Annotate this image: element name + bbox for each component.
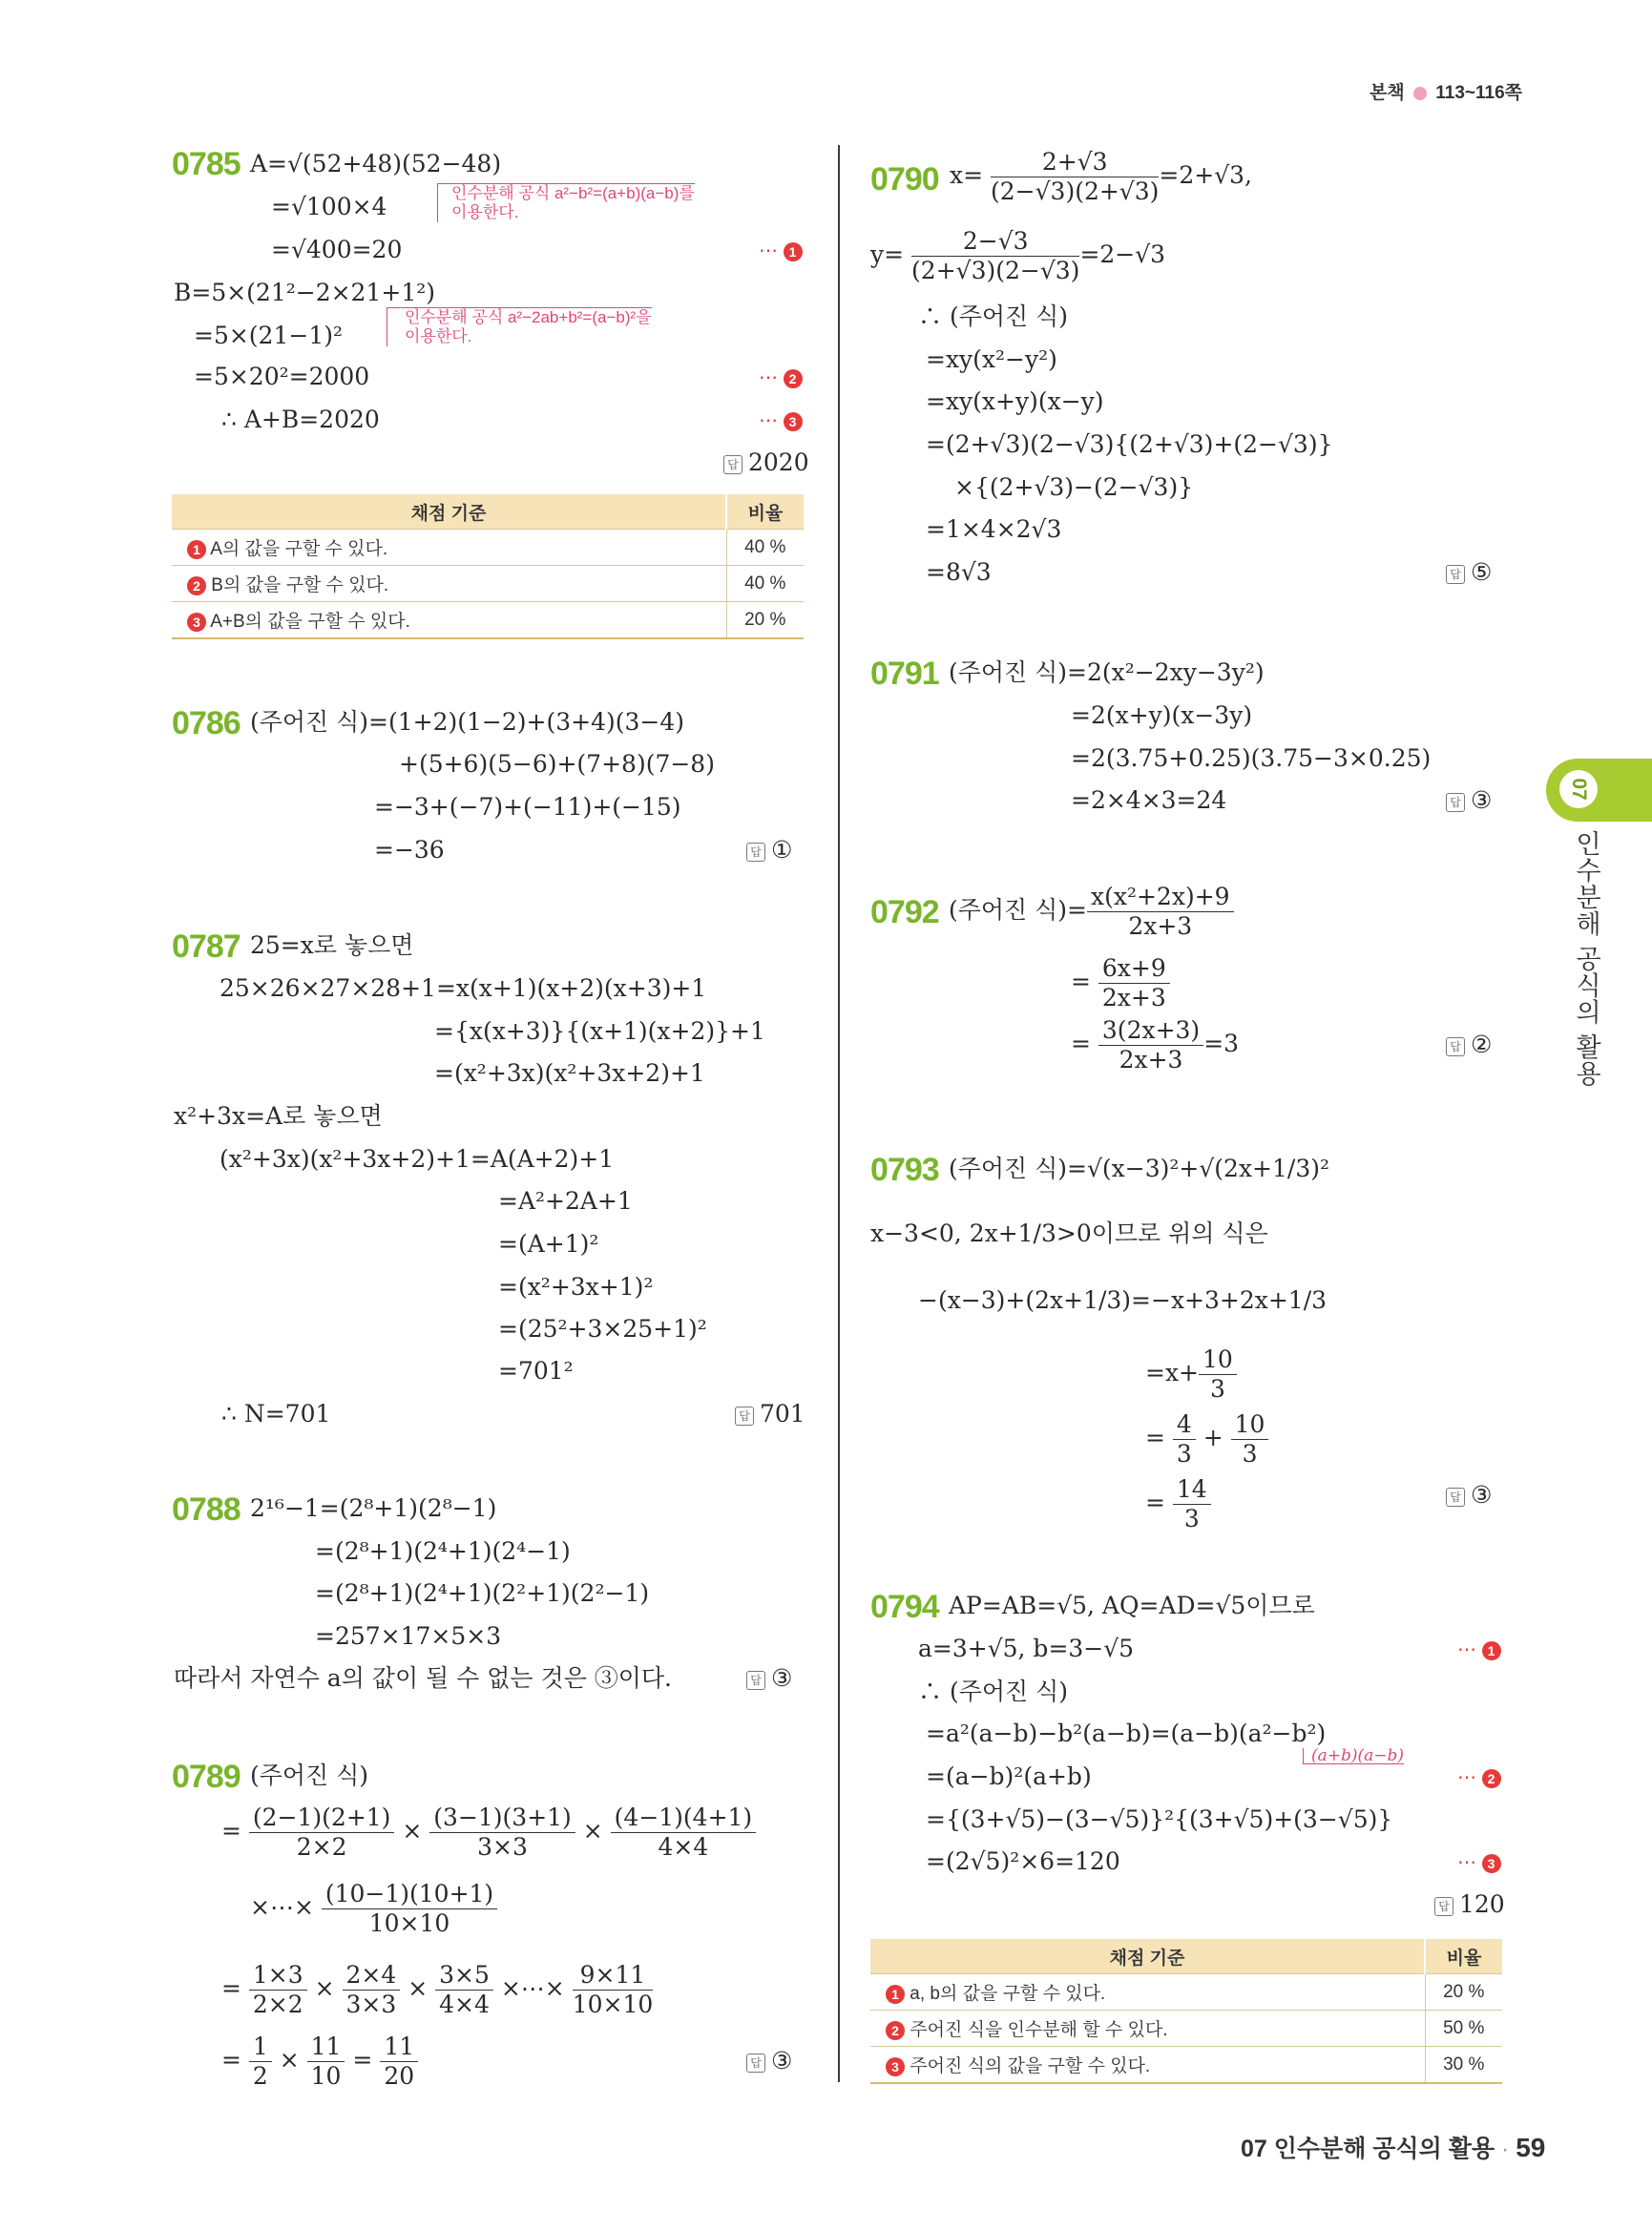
p0790-line4: =(2+√3)(2−√3){(2+√3)+(2−√3)} [926, 430, 1333, 458]
score-header-criteria: 채점 기준 [870, 1939, 1425, 1974]
p0792-row2: = $\frac{6x+9}{2x+3}$ [1071, 954, 1170, 1012]
step-1-icon: 1 [886, 1985, 905, 2004]
table-row: 1 A의 값을 구할 수 있다. 40 % [172, 530, 804, 566]
answer-icon: 답 [746, 2054, 765, 2073]
page-header [1370, 78, 1522, 104]
p0787-answer: 답 701 [735, 1400, 805, 1428]
step-1-icon: 1 [187, 540, 206, 559]
p0794-line3: ∴ (주어진 식) [918, 1678, 1069, 1705]
p0785-note1-b: 이용한다. [451, 203, 519, 221]
header-pages: 113~116쪽 [1435, 83, 1523, 103]
p0794-line7: =(2√5)²×6=120 [926, 1847, 1120, 1875]
p0787-line9: =(x²+3x+1)² [498, 1273, 654, 1301]
p0794-line2: a=3+√5, b=3−√5 [918, 1635, 1135, 1662]
problem-number-0786: 0786 [172, 705, 240, 741]
step-3-icon: 3 [886, 2057, 905, 2076]
p0794-mark1: ⋯ 1 [1457, 1637, 1501, 1661]
step-3-icon: 3 [784, 412, 803, 431]
p0787-line4: =(x²+3x)(x²+3x+2)+1 [434, 1059, 705, 1087]
footer-chapter: 07 인수분해 공식의 활용 [1241, 2136, 1495, 2162]
column-divider [838, 145, 840, 2082]
answer-icon: 답 [1446, 1037, 1465, 1056]
step-2-icon: 2 [187, 576, 206, 595]
p0785-mark3: ⋯ 3 [759, 408, 803, 432]
p0788-line2: =(2⁸+1)(2⁴+1)(2⁴−1) [315, 1537, 571, 1565]
fraction: $\frac{1}{2}$ [249, 2033, 272, 2091]
page-footer [1241, 2130, 1545, 2164]
p0787-line7: =A²+2A+1 [498, 1187, 633, 1215]
fraction: $\frac{10}{3}$ [1199, 1345, 1237, 1404]
step-3-icon: 3 [1482, 1854, 1501, 1873]
p0785-line4: B=5×(21²−2×21+1²) [174, 279, 435, 306]
chapter-side-label: 인수분해 공식의 활용 [1572, 830, 1600, 1088]
p0789-row3: = $\frac{1\times 3}{2\times 2}$ × $\frac{2\times 4}{3\times 3}$ × $\frac{3\times 5}{4\times 4}$ ×⋯× $\frac{9\times 11}{10\times 10}$ [221, 1961, 654, 2018]
p0785-score-table [172, 494, 804, 639]
p0793-line1: (주어진 식)=√(x−3)²+√(2x+1/3)² [949, 1155, 1330, 1182]
p0785-mark1: ⋯ 1 [759, 239, 803, 262]
fraction: $\frac{(10-1)(10+1)}{10\times 10}$ [322, 1880, 497, 1938]
p0794-line6: ={(3+√5)−(3−√5)}²{(3+√5)+(3−√5)} [926, 1805, 1393, 1833]
p0790-line7: =8√3 [926, 558, 992, 586]
p0786-line3: =−3+(−7)+(−11)+(−15) [374, 793, 681, 821]
fraction: $\frac{3(2x+3)}{2x+3}$ [1098, 1016, 1203, 1074]
p0785-line6: =5×20²=2000 [194, 363, 370, 390]
table-row: 1 a, b의 값을 구할 수 있다. 20 % [870, 1974, 1502, 2011]
p0790-line3: =xy(x+y)(x−y) [926, 387, 1104, 415]
p0791-line2: =2(x+y)(x−3y) [1071, 701, 1253, 729]
problem-number-0790: 0790 [870, 161, 939, 198]
p0785-line3: =√400=20 [271, 236, 403, 263]
answer-icon: 답 [746, 1671, 765, 1690]
p0792-row1: (주어진 식)= $\frac{\text{x(x²+2x)+9}}{2x+3}$ [949, 883, 1234, 941]
p0787-line12: ∴ N=701 [221, 1400, 331, 1428]
table-row: 2 주어진 식을 인수분해 할 수 있다. 50 % [870, 2011, 1502, 2047]
p0787-line3: ={x(x+3)}{(x+1)(x+2)}+1 [434, 1017, 765, 1045]
p0787-line11: =701² [498, 1357, 574, 1385]
answer-icon: 답 [1434, 1897, 1453, 1916]
p0789-line1: (주어진 식) [250, 1762, 369, 1789]
p0785-line1: A=√(52+48)(52−48) [250, 150, 502, 177]
fraction: $\frac{14}{3}$ [1173, 1475, 1211, 1533]
fraction: $\frac{2-√3}{(2+√3)(2-√3)}$ [911, 227, 1080, 284]
p0793-row4: =x+ $\frac{10}{3}$ [1145, 1345, 1237, 1404]
p0789-answer: 답 ③ [746, 2047, 792, 2075]
fraction: $\frac{(3-1)(3+1)}{3\times 3}$ [429, 1804, 575, 1862]
problem-number-0789: 0789 [172, 1759, 240, 1795]
fraction: $\frac{11}{20}$ [380, 2033, 418, 2091]
step-1-icon: 1 [1482, 1641, 1501, 1660]
table-row: 3 A+B의 값을 구할 수 있다. 20 % [172, 602, 804, 639]
p0794-line1: AP=AB=√5, AQ=AD=√5이므로 [949, 1592, 1315, 1619]
p0788-line3: =(2⁸+1)(2⁴+1)(2²+1)(2²−1) [315, 1579, 650, 1607]
p0787-line6: (x²+3x)(x²+3x+2)+1=A(A+2)+1 [220, 1145, 615, 1173]
p0787-line2: 25×26×27×28+1=x(x+1)(x+2)(x+3)+1 [220, 974, 707, 1002]
p0793-answer: 답 ③ [1446, 1481, 1492, 1509]
p0790-line5: ×{(2+√3)−(2−√3)} [954, 473, 1194, 501]
p0788-line5: 따라서 자연수 a의 값이 될 수 없는 것은 ③이다. [174, 1664, 672, 1692]
answer-icon: 답 [723, 455, 742, 474]
p0790-line1: ∴ (주어진 식) [918, 302, 1069, 330]
p0794-answer: 답 120 [1434, 1890, 1505, 1918]
fraction: $\frac{(4-1)(4+1)}{4\times 4}$ [611, 1804, 757, 1862]
p0794-line5: =(a−b)²(a+b) [926, 1762, 1092, 1790]
fraction: $\frac{2\times 4}{3\times 3}$ [343, 1961, 401, 2019]
p0788-answer: 답 ③ [746, 1664, 792, 1692]
p0793-row5: = $\frac{4}{3}$ + $\frac{10}{3}$ [1145, 1410, 1268, 1469]
problem-number-0791: 0791 [870, 656, 939, 692]
p0786-line1: (주어진 식)=(1+2)(1−2)+(3+4)(3−4) [250, 708, 685, 736]
fraction: $\frac{11}{10}$ [307, 2033, 345, 2091]
p0793-line2: x−3<0, 2x+1/3>0이므로 위의 식은 [870, 1220, 1268, 1247]
p0785-note2 [387, 307, 652, 346]
p0791-line4: =2×4×3=24 [1071, 786, 1227, 814]
p0790-x: x= $\frac{2+√3}{(2-√3)(2+√3)}$ =2+√3, [950, 148, 1252, 205]
p0794-mark2: ⋯ 2 [1457, 1765, 1501, 1789]
footer-dot: · [1500, 2136, 1510, 2162]
chapter-number-badge: 07 [1559, 770, 1598, 808]
p0785-line7: ∴ A+B=2020 [221, 406, 380, 433]
fraction: $\frac{(2-1)(2+1)}{2\times 2}$ [249, 1804, 395, 1862]
p0785-line2: =√100×4 [271, 193, 387, 220]
chapter-side-tab [1546, 759, 1652, 822]
fraction: $\frac{2+√3}{(2-√3)(2+√3)}$ [991, 148, 1160, 205]
answer-icon: 답 [1446, 565, 1465, 584]
p0790-line2: =xy(x²−y²) [926, 345, 1057, 373]
p0786-answer: 답 ① [746, 836, 792, 864]
p0791-answer: 답 ③ [1446, 786, 1492, 814]
p0787-line8: =(A+1)² [498, 1230, 599, 1258]
step-1-icon: 1 [784, 242, 803, 261]
p0790-y: y= $\frac{2-√3}{(2+√3)(2-√3)}$ =2−√3 [870, 227, 1166, 284]
p0789-row4: = $\frac{1}{2}$ × $\frac{11}{10}$ = $\frac{11}{20}$ [221, 2033, 418, 2091]
p0792-row3: = $\frac{3(2x+3)}{2x+3}$ =3 [1071, 1016, 1240, 1074]
p0791-line3: =2(3.75+0.25)(3.75−3×0.25) [1071, 744, 1432, 772]
p0785-line5: =5×(21−1)² [194, 322, 343, 349]
p0788-line1: 2¹⁶−1=(2⁸+1)(2⁸−1) [250, 1494, 497, 1522]
problem-number-0787: 0787 [172, 928, 240, 965]
answer-icon: 답 [735, 1407, 754, 1426]
fraction: $\frac{4}{3}$ [1173, 1410, 1196, 1469]
answer-icon: 답 [1446, 1488, 1465, 1507]
p0785-answer: 답 2020 [723, 448, 809, 476]
p0790-answer: 답 ⑤ [1446, 558, 1492, 586]
p0793-row6: = $\frac{14}{3}$ [1145, 1475, 1211, 1533]
p0785-note1 [437, 183, 695, 222]
header-book: 본책 [1370, 83, 1405, 103]
problem-number-0785: 0785 [172, 146, 240, 182]
p0792-answer: 답 ② [1446, 1031, 1492, 1058]
fraction: $\frac{9\times 11}{10\times 10}$ [572, 1961, 654, 2018]
p0794-line4: =a²(a−b)−b²(a−b)=(a−b)(a²−b²) [926, 1720, 1327, 1747]
footer-page-number: 59 [1516, 2133, 1546, 2162]
answer-icon: 답 [746, 843, 765, 862]
p0790-line6: =1×4×2√3 [926, 515, 1062, 543]
p0793-line3: −(x−3)+(2x+1/3)=−x+3+2x+1/3 [918, 1286, 1328, 1314]
p0786-line4: =−36 [374, 836, 445, 864]
fraction: $\frac{3\times 5}{4\times 4}$ [435, 1961, 493, 2019]
step-2-icon: 2 [1482, 1769, 1501, 1788]
step-2-icon: 2 [886, 2021, 905, 2040]
problem-number-0788: 0788 [172, 1491, 240, 1528]
p0794-mark3: ⋯ 3 [1457, 1850, 1501, 1874]
header-arrow-icon [1413, 87, 1427, 100]
step-2-icon: 2 [784, 369, 803, 388]
p0791-line1: (주어진 식)=2(x²−2xy−3y²) [949, 658, 1265, 686]
score-header-ratio: 비율 [726, 494, 804, 530]
p0787-line10: =(25²+3×25+1)² [498, 1315, 707, 1343]
p0786-line2: +(5+6)(5−6)+(7+8)(7−8) [399, 750, 715, 778]
p0794-note: (a+b)(a−b) [1303, 1748, 1404, 1764]
p0785-note2-a: 인수분해 공식 a²−2ab+b²=(a−b)²을 [405, 308, 652, 326]
problem-number-0793: 0793 [870, 1152, 939, 1188]
score-header-ratio: 비율 [1425, 1939, 1502, 1974]
p0787-line5: x²+3x=A로 놓으면 [174, 1102, 383, 1130]
fraction: $\frac{6x+9}{2x+3}$ [1098, 954, 1170, 1012]
fraction: $\frac{\text{x(x²+2x)+9}}{2x+3}$ [1087, 883, 1234, 941]
problem-number-0794: 0794 [870, 1589, 939, 1625]
fraction: $\frac{1\times 3}{2\times 2}$ [249, 1961, 307, 2019]
p0785-mark2: ⋯ 2 [759, 365, 803, 389]
p0788-line4: =257×17×5×3 [315, 1622, 502, 1650]
table-row: 3 주어진 식의 값을 구할 수 있다. 30 % [870, 2047, 1502, 2084]
p0785-note2-b: 이용한다. [405, 327, 472, 345]
step-3-icon: 3 [187, 613, 206, 632]
fraction: $\frac{10}{3}$ [1231, 1410, 1269, 1469]
problem-number-0792: 0792 [870, 894, 939, 930]
answer-icon: 답 [1446, 793, 1465, 812]
p0785-note1-a: 인수분해 공식 a²−b²=(a+b)(a−b)를 [451, 184, 695, 202]
p0794-score-table [870, 1939, 1502, 2084]
table-row: 2 B의 값을 구할 수 있다. 40 % [172, 566, 804, 602]
score-header-criteria: 채점 기준 [172, 494, 726, 530]
p0789-row1: = $\frac{(2-1)(2+1)}{2\times 2}$ × $\frac{(3-1)(3+1)}{3\times 3}$ × $\frac{(4-1)(4+1)}{4\times 4}$ [221, 1804, 756, 1862]
p0789-row2: ×⋯× $\frac{(10-1)(10+1)}{10\times 10}$ [250, 1880, 497, 1938]
p0787-line1: 25=x로 놓으면 [250, 931, 414, 959]
